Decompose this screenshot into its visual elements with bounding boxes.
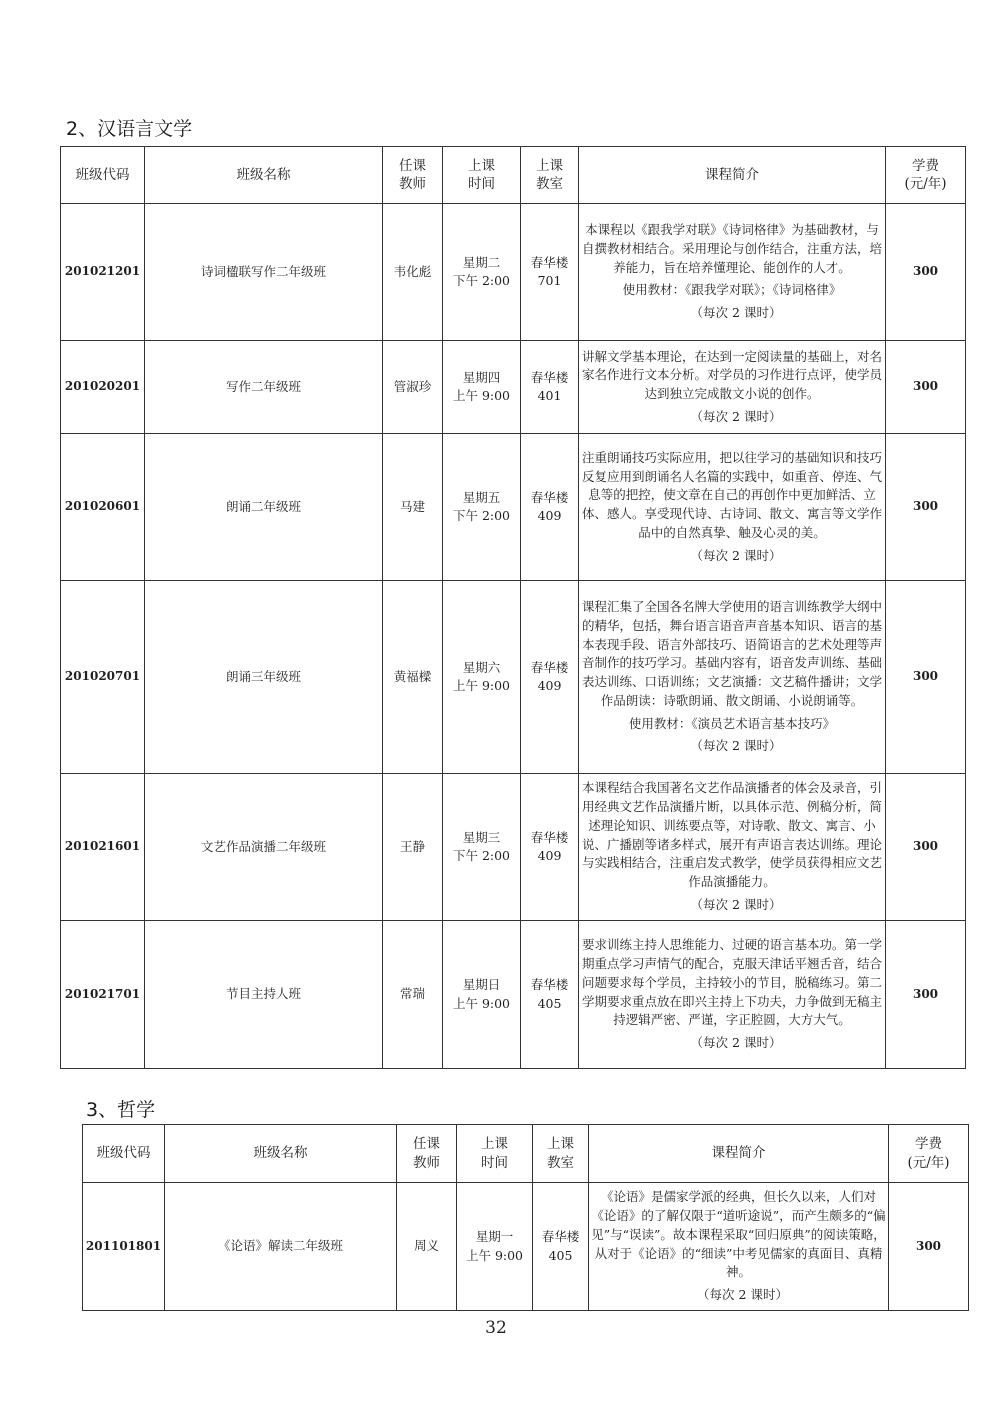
table-row xyxy=(61,204,966,341)
tuition-fee: 300 xyxy=(886,774,966,921)
tuition-fee: 300 xyxy=(889,1183,969,1311)
header-time: 上课 时间 xyxy=(443,147,521,204)
course-description: 《论语》是儒家学派的经典，但长久以来，人们对《论语》的了解仅限于“道听途说”，而产生颇多的“偏见”与“误读”。故本课程采取“回归原典”的阅读策略，从对于《论语》的“细读”中考见儒家的真面目、真精神。 （每次 2 课时） xyxy=(589,1183,889,1311)
classroom: 春华楼 409 xyxy=(521,434,579,581)
class-name: 写作二年级班 xyxy=(145,341,383,434)
teacher: 王静 xyxy=(383,774,443,921)
table-row xyxy=(61,921,966,1069)
tuition-fee: 300 xyxy=(886,921,966,1069)
tuition-fee: 300 xyxy=(886,204,966,341)
course-description: 讲解文学基本理论，在达到一定阅读量的基础上，对名家名作进行文本分析。对学员的习作进行点评，使学员达到独立完成散文小说的创作。 （每次 2 课时） xyxy=(579,341,886,434)
tuition-fee: 300 xyxy=(886,434,966,581)
course-description: 注重朗诵技巧实际应用，把以往学习的基础知识和技巧反复应用到朗诵名人名篇的实践中，如重音、停连、气息等的把控，使文章在自己的再创作中更加鲜活、立体、感人。享受现代诗、古诗词、散文、寓言等文学作品中的自然真挚、触及心灵的美。 （每次 2 课时） xyxy=(579,434,886,581)
table-header-row xyxy=(83,1125,969,1183)
header-code: 班级代码 xyxy=(83,1125,165,1183)
header-fee: 学费 (元/年) xyxy=(889,1125,969,1183)
header-name: 班级名称 xyxy=(165,1125,397,1183)
class-code: 201020601 xyxy=(61,434,145,581)
section-title-philosophy: 3、哲学 xyxy=(86,1099,156,1121)
class-time: 星期二 下午 2:00 xyxy=(443,204,521,341)
section-title-literature: 2、汉语言文学 xyxy=(66,118,193,140)
class-time: 星期五 下午 2:00 xyxy=(443,434,521,581)
classroom: 春华楼 401 xyxy=(521,341,579,434)
class-name: 节目主持人班 xyxy=(145,921,383,1069)
tuition-fee: 300 xyxy=(886,341,966,434)
class-code: 201021601 xyxy=(61,774,145,921)
header-teacher: 任课 教师 xyxy=(397,1125,457,1183)
class-name: 《论语》解读二年级班 xyxy=(165,1183,397,1311)
course-table-philosophy xyxy=(82,1124,969,1311)
header-desc: 课程简介 xyxy=(579,147,886,204)
header-code: 班级代码 xyxy=(61,147,145,204)
header-desc: 课程简介 xyxy=(589,1125,889,1183)
teacher: 马建 xyxy=(383,434,443,581)
class-name: 朗诵三年级班 xyxy=(145,581,383,774)
teacher: 管淑珍 xyxy=(383,341,443,434)
table-header-row xyxy=(61,147,966,204)
course-description: 要求训练主持人思维能力、过硬的语言基本功。第一学期重点学习声情气的配合，克服天津话平翘舌音，结合问题要求每个学员，主持较小的节目，脱稿练习。第二学期要求重点放在即兴主持上下功夫，力争做到无稿主持逻辑严密、严谨，字正腔圆，大方大气。 （每次 2 课时） xyxy=(579,921,886,1069)
teacher: 常瑞 xyxy=(383,921,443,1069)
class-time: 星期四 上午 9:00 xyxy=(443,341,521,434)
class-code: 201021201 xyxy=(61,204,145,341)
header-fee: 学费 (元/年) xyxy=(886,147,966,204)
class-code: 201020201 xyxy=(61,341,145,434)
header-name: 班级名称 xyxy=(145,147,383,204)
header-teacher: 任课 教师 xyxy=(383,147,443,204)
class-time: 星期六 上午 9:00 xyxy=(443,581,521,774)
class-code: 201021701 xyxy=(61,921,145,1069)
table-row xyxy=(61,581,966,774)
course-description: 课程汇集了全国各名牌大学使用的语言训练教学大纲中的精华，包括，舞台语言语音声音基本知识、语言的基本表现手段、语言外部技巧、语简语言的艺术处理等声音制作的技巧学习。基础内容有，语音发声训练、基础表达训练、口语训练；文艺演播：文艺稿件播讲；文学作品朗读：诗歌朗诵、散文朗诵、小说朗诵等。 使用教材：《演员艺术语言基本技巧》 （每次 2 课时） xyxy=(579,581,886,774)
class-time: 星期三 下午 2:00 xyxy=(443,774,521,921)
teacher: 周义 xyxy=(397,1183,457,1311)
teacher: 韦化彪 xyxy=(383,204,443,341)
class-time: 星期日 上午 9:00 xyxy=(443,921,521,1069)
tuition-fee: 300 xyxy=(886,581,966,774)
course-table-literature xyxy=(60,146,966,1069)
table-row xyxy=(61,774,966,921)
classroom: 春华楼 409 xyxy=(521,581,579,774)
table-row xyxy=(83,1183,969,1311)
class-name: 诗词楹联写作二年级班 xyxy=(145,204,383,341)
table-row xyxy=(61,341,966,434)
class-code: 201020701 xyxy=(61,581,145,774)
course-description: 本课程结合我国著名文艺作品演播者的体会及录音，引用经典文艺作品演播片断，以具体示范、例稿分析，简述理论知识、训练要点等，对诗歌、散文、寓言、小说、广播剧等诸多样式，展开有声语言表达训练。理论与实践相结合，注重启发式教学，使学员获得相应文艺作品演播能力。 （每次 2 课时） xyxy=(579,774,886,921)
class-time: 星期一 上午 9:00 xyxy=(457,1183,533,1311)
class-name: 文艺作品演播二年级班 xyxy=(145,774,383,921)
class-name: 朗诵二年级班 xyxy=(145,434,383,581)
header-room: 上课 教室 xyxy=(533,1125,589,1183)
teacher: 黄福樑 xyxy=(383,581,443,774)
classroom: 春华楼 701 xyxy=(521,204,579,341)
classroom: 春华楼 405 xyxy=(533,1183,589,1311)
header-time: 上课 时间 xyxy=(457,1125,533,1183)
table-row xyxy=(61,434,966,581)
course-description: 本课程以《跟我学对联》《诗词格律》为基础教材，与自撰教材相结合。采用理论与创作结合，注重方法，培养能力，旨在培养懂理论、能创作的人才。 使用教材：《跟我学对联》；《诗词格律》 （每次 2 课时） xyxy=(579,204,886,341)
page-number: 32 xyxy=(485,1318,507,1338)
classroom: 春华楼 409 xyxy=(521,774,579,921)
class-code: 201101801 xyxy=(83,1183,165,1311)
header-room: 上课 教室 xyxy=(521,147,579,204)
classroom: 春华楼 405 xyxy=(521,921,579,1069)
